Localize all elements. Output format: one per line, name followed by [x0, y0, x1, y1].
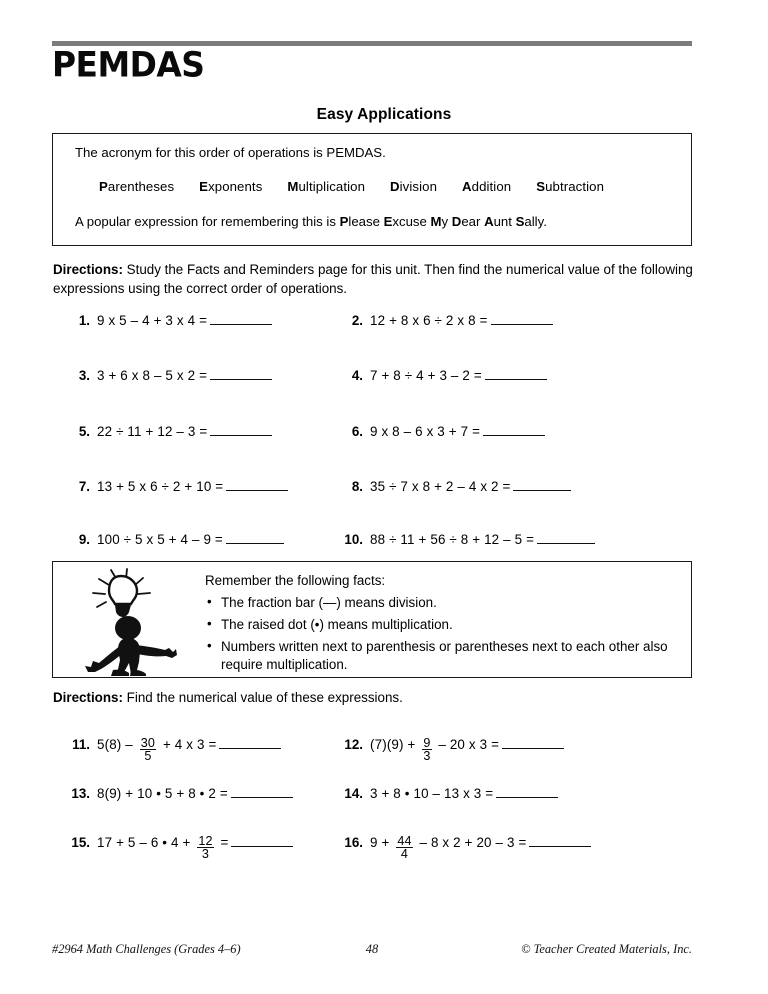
fact-item: • The fraction bar (—) means division. — [205, 594, 675, 613]
bullet-icon: • — [207, 638, 212, 654]
acronym-word: Division — [390, 179, 438, 194]
answer-blank[interactable] — [491, 312, 553, 325]
fraction — [396, 835, 412, 860]
problem-number: 3. — [78, 368, 90, 383]
facts-reminder-box — [52, 561, 692, 678]
problem-expression: 5(8) – $\frac{30}{5}$ + 4 x 3 = — [97, 736, 217, 763]
mnemonic-word: Excuse — [383, 214, 427, 229]
problem-number: 4. — [351, 368, 363, 383]
mnemonic-word: Aunt — [484, 214, 512, 229]
answer-blank[interactable] — [496, 785, 558, 798]
problem-expression: 7 + 8 ÷ 4 + 3 – 2 = — [370, 368, 482, 383]
problem-expression: 9 x 8 – 6 x 3 + 7 = — [370, 424, 481, 439]
thinking-person-illustration — [73, 566, 193, 676]
figure-right-foot — [130, 670, 146, 676]
fraction-denominator: 3 — [423, 749, 431, 763]
directions-first — [53, 260, 693, 298]
directions-label: Directions: — [53, 262, 123, 277]
problem-expression: 3 + 8 • 10 – 13 x 3 = — [370, 786, 494, 801]
answer-blank[interactable] — [502, 736, 564, 749]
acronym-word-list — [99, 178, 604, 195]
answer-blank[interactable] — [226, 478, 288, 491]
problem-item — [337, 367, 547, 384]
answer-blank[interactable] — [226, 531, 284, 544]
problem-expression: 9 + $\frac{44}{4}$ – 8 x 2 + 20 – 3 = — [370, 834, 527, 861]
fraction-denominator: 3 — [197, 847, 213, 860]
fraction — [140, 737, 156, 762]
problem-number: 8. — [351, 479, 363, 494]
problem-item — [64, 785, 293, 802]
figure-torso — [117, 638, 140, 674]
fraction-numerator: 12 — [198, 834, 213, 848]
problem-item — [64, 531, 284, 548]
directions-text: Study the Facts and Reminders page for this unit. Then find the numerical value of the following expressions using the correct order of operations. — [53, 262, 693, 296]
acronym-word: Multiplication — [287, 179, 366, 194]
problem-expression: 17 + 5 – 6 • 4 + $\frac{12}{3}$ = — [97, 834, 229, 861]
problem-item — [64, 312, 272, 329]
problem-number: 11. — [72, 737, 90, 753]
problem-expression: (7)(9) + $\frac{9}{3}$ – 20 x 3 = — [370, 736, 500, 763]
mnemonic-word: Please — [339, 214, 380, 229]
page-title: Easy Applications — [316, 106, 452, 123]
answer-blank[interactable] — [485, 367, 547, 380]
figure-left-foot — [111, 670, 129, 676]
problem-number: 10. — [344, 532, 363, 547]
fact-item: • The raised dot (•) means multiplication. — [205, 616, 675, 635]
acronym-info-box — [52, 133, 692, 246]
problem-item — [64, 831, 293, 861]
answer-blank[interactable] — [231, 785, 293, 798]
page-logo: PEMDAS — [52, 45, 205, 86]
problem-number: 12. — [344, 737, 363, 753]
problem-number: 16. — [344, 835, 363, 851]
lightbulb-icon — [109, 576, 137, 604]
problem-expression: 3 + 6 x 8 – 5 x 2 = — [97, 368, 208, 383]
problem-expression: 100 ÷ 5 x 5 + 4 – 9 = — [97, 532, 223, 547]
acronym-word: Addition — [462, 179, 512, 194]
acronym-word: Subtraction — [536, 179, 605, 194]
problem-expression: 22 ÷ 11 + 12 – 3 = — [97, 424, 208, 439]
problem-number: 14. — [344, 786, 363, 801]
answer-blank[interactable] — [231, 834, 293, 847]
acronym-mnemonic-line: A popular expression for remembering this is Please Excuse My Dear Aunt Sally. — [75, 214, 547, 229]
acronym-word: Parentheses — [99, 179, 175, 194]
problem-item — [64, 423, 272, 440]
answer-blank[interactable] — [537, 531, 595, 544]
problem-item — [64, 367, 272, 384]
fraction-numerator: 30 — [140, 736, 156, 750]
mnemonic-word: My — [430, 214, 449, 229]
bullet-icon: • — [207, 594, 212, 610]
problem-item — [337, 831, 591, 861]
directions-label-2: Directions: — [53, 690, 123, 705]
footer-copyright: © Teacher Created Materials, Inc. — [521, 942, 692, 956]
figure-head — [115, 616, 141, 640]
answer-blank[interactable] — [210, 367, 272, 380]
facts-text-block — [205, 572, 675, 678]
acronym-intro-line: The acronym for this order of operations is PEMDAS. — [75, 145, 386, 160]
answer-blank[interactable] — [483, 423, 545, 436]
problem-item — [337, 312, 553, 329]
fraction — [197, 835, 213, 860]
answer-blank[interactable] — [210, 312, 272, 325]
problem-item — [64, 733, 281, 763]
fact-item: • Numbers written next to parenthesis or parentheses next to each other also require multiplication. — [207, 638, 668, 673]
mnemonic-word: Dear — [451, 214, 481, 229]
problem-item — [337, 785, 558, 802]
fraction — [422, 737, 431, 762]
problem-expression: 88 ÷ 11 + 56 ÷ 8 + 12 – 5 = — [370, 532, 535, 547]
footer-page-number: 48 — [365, 942, 379, 956]
problem-expression: 13 + 5 x 6 ÷ 2 + 10 = — [97, 479, 224, 494]
fraction-denominator: 5 — [140, 749, 156, 762]
problem-item — [337, 478, 571, 495]
problem-number: 2. — [351, 313, 363, 328]
problem-number: 6. — [351, 424, 363, 439]
problem-item — [337, 531, 595, 548]
facts-bullet-list — [205, 594, 675, 675]
answer-blank[interactable] — [513, 478, 571, 491]
figure-left-arm — [85, 646, 123, 672]
figure-right-arm — [134, 645, 177, 658]
directions-text-2: Find the numerical value of these expressions. — [122, 690, 403, 705]
problem-expression: 8(9) + 10 • 5 + 8 • 2 = — [97, 786, 228, 801]
directions-second — [53, 688, 693, 707]
footer-book-title: #2964 Math Challenges (Grades 4–6) — [52, 942, 241, 956]
problem-item — [337, 423, 545, 440]
problem-number: 1. — [78, 313, 90, 328]
mnemonic-word: Sally. — [515, 214, 547, 229]
acronym-word: Exponents — [199, 179, 263, 194]
problem-number: 7. — [78, 479, 90, 494]
problem-number: 5. — [78, 424, 90, 439]
problem-number: 15. — [71, 835, 90, 851]
lightbulb-base-icon — [115, 605, 131, 617]
answer-blank[interactable] — [219, 736, 281, 749]
answer-blank[interactable] — [529, 834, 591, 847]
fraction-numerator: 44 — [397, 834, 412, 848]
problem-expression: 12 + 8 x 6 ÷ 2 x 8 = — [370, 313, 488, 328]
problem-number: 9. — [78, 532, 90, 547]
problem-expression: 35 ÷ 7 x 8 + 2 – 4 x 2 = — [370, 479, 511, 494]
bullet-icon: • — [207, 616, 212, 632]
problem-item — [337, 733, 564, 763]
problem-number: 13. — [71, 786, 90, 801]
problem-expression: 9 x 5 – 4 + 3 x 4 = — [97, 313, 208, 328]
answer-blank[interactable] — [210, 423, 272, 436]
problem-item — [64, 478, 288, 495]
facts-heading: Remember the following facts: — [205, 573, 386, 588]
fraction-numerator: 9 — [423, 736, 431, 750]
fraction-denominator: 4 — [396, 847, 412, 860]
